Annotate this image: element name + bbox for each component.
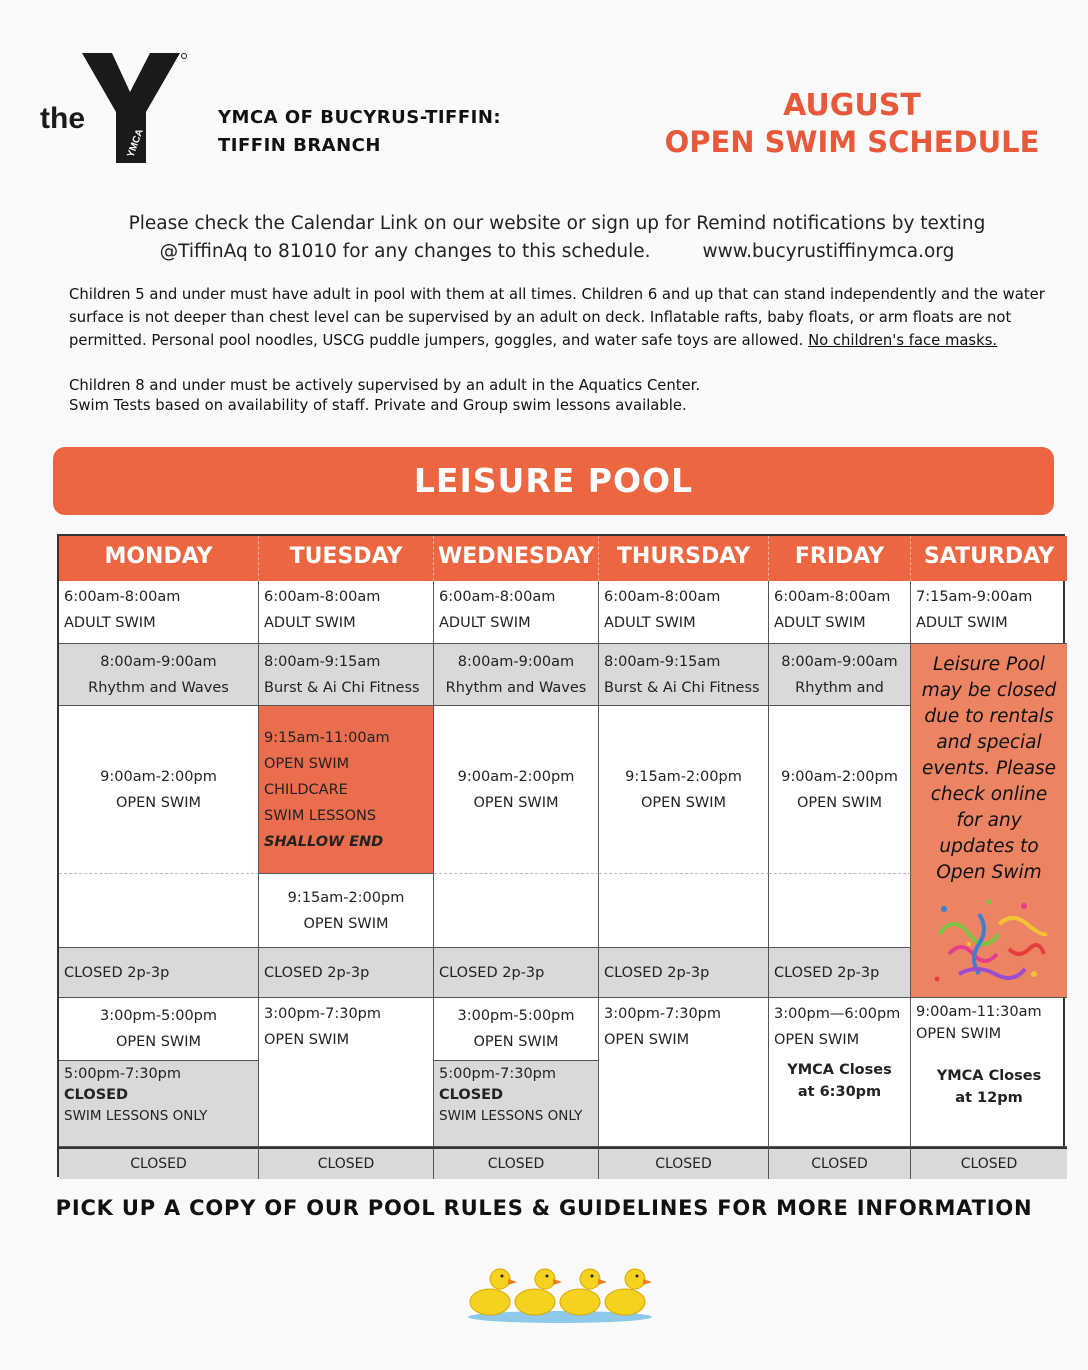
slot-afternoon-swim xyxy=(434,998,599,1061)
face-mask-rule: No children's face masks. xyxy=(808,332,998,349)
day-header-monday: MONDAY xyxy=(59,536,259,581)
slot-label: OPEN SWIM xyxy=(264,755,350,772)
slot-closed: CLOSED xyxy=(439,1087,504,1103)
day-header-thursday: THURSDAY xyxy=(599,536,769,581)
slot-closed-evening: CLOSED xyxy=(599,1147,769,1179)
leisure-pool-banner: LEISURE POOL xyxy=(53,447,1054,515)
slot-time: 5:00pm-7:30pm xyxy=(439,1066,557,1082)
supervision-line: Children 8 and under must be actively supervised by an adult in the Aquatics Center. xyxy=(69,377,701,394)
slot-closed-midday: CLOSED 2p-3p xyxy=(599,948,769,998)
slot-label: Rhythm and Waves xyxy=(445,679,587,696)
schedule-heading xyxy=(660,88,1044,160)
slot-time: 8:00am-9:00am xyxy=(457,653,575,670)
slot-label: OPEN SWIM xyxy=(640,794,727,811)
slot-saturday-swim xyxy=(911,998,1067,1147)
slot-time: 9:15am-11:00am xyxy=(264,729,390,746)
slot-label: OPEN SWIM xyxy=(796,794,883,811)
slot-adult-swim xyxy=(434,581,599,644)
day-header-saturday: SATURDAY xyxy=(911,536,1067,581)
slot-label: ADULT SWIM xyxy=(64,615,156,631)
slot-time: 8:00am-9:15am xyxy=(264,653,381,670)
notice-line-2: @TiffinAq to 81010 for any changes to this schedule. xyxy=(159,241,651,262)
day-header-tuesday: TUESDAY xyxy=(259,536,434,581)
slot-adult-swim xyxy=(259,581,434,644)
slot-label: Burst & Ai Chi Fitness xyxy=(264,679,420,696)
slot-time: 9:15am-2:00pm xyxy=(625,768,742,785)
swim-test-line: Swim Tests based on availability of staff. Private and Group swim lessons available. xyxy=(69,397,687,414)
slot-time: 8:00am-9:15am xyxy=(604,653,721,670)
logo-ymca-text: YMCA xyxy=(125,127,146,160)
slot-time: 8:00am-9:00am xyxy=(781,653,898,670)
slot-closed-evening: CLOSED xyxy=(769,1147,911,1179)
slot-label: SWIM LESSONS xyxy=(264,807,377,824)
slot-time: 5:00pm-7:30pm xyxy=(64,1066,182,1082)
slot-lessons-only xyxy=(434,1061,599,1147)
slot-time: 7:15am-9:00am xyxy=(916,589,1033,605)
slot-fitness xyxy=(434,644,599,706)
slot-open-swim xyxy=(769,706,911,874)
slot-closed-evening: CLOSED xyxy=(434,1147,599,1179)
closing-notice: YMCA Closes xyxy=(787,1062,892,1078)
slot-closed-midday: CLOSED 2p-3p xyxy=(769,948,911,998)
slot-time: 9:00am-2:00pm xyxy=(100,768,217,785)
slot-label: OPEN SWIM xyxy=(916,1026,1002,1042)
slot-fitness xyxy=(599,644,769,706)
slot-empty xyxy=(59,874,259,948)
slot-time: 6:00am-8:00am xyxy=(604,589,721,605)
confetti-icon xyxy=(929,894,1049,994)
slot-time: 8:00am-9:00am xyxy=(100,653,217,670)
slot-empty xyxy=(599,874,769,948)
rules-paragraph: Children 5 and under must have adult in pool with them at all times. Children 6 and up that can stand independently and the water surface is not deeper than chest level can be supervised by an adult on deck. Inflatable rafts, baby floats, or arm floats are not permitted. Personal pool noodles, USCG puddle jumpers, goggles, and water safe toys are allowed. xyxy=(69,286,1045,349)
slot-label: SWIM LESSONS ONLY xyxy=(64,1108,208,1124)
slot-label: OPEN SWIM xyxy=(303,915,389,932)
slot-time: 6:00am-8:00am xyxy=(774,589,891,605)
footer-note: PICK UP A COPY OF OUR POOL RULES & GUIDELINES FOR MORE INFORMATION xyxy=(55,1196,1033,1220)
slot-time: 6:00am-8:00am xyxy=(64,589,181,605)
slot-label: Rhythm and xyxy=(795,679,884,696)
notice xyxy=(60,210,1054,266)
schedule-title: OPEN SWIM SCHEDULE xyxy=(664,125,1040,159)
slot-label: Burst & Ai Chi Fitness xyxy=(604,679,760,696)
slot-empty xyxy=(769,874,911,948)
slot-closed-midday: CLOSED 2p-3p xyxy=(59,948,259,998)
slot-label: OPEN SWIM xyxy=(473,794,559,811)
slot-closed-evening: CLOSED xyxy=(259,1147,434,1179)
slot-closed: CLOSED xyxy=(64,1087,129,1103)
ymca-logo xyxy=(40,50,200,170)
slot-fitness xyxy=(259,644,434,706)
org-line-2: TIFFIN BRANCH xyxy=(218,135,381,156)
slot-label: OPEN SWIM xyxy=(473,1034,559,1050)
month-title: AUGUST xyxy=(783,88,921,123)
slot-label: CHILDCARE xyxy=(264,781,348,798)
slot-label: OPEN SWIM xyxy=(115,794,202,811)
slot-time: 3:00pm—6:00pm xyxy=(774,1006,901,1022)
slot-open-swim xyxy=(434,706,599,874)
slot-label: Rhythm and Waves xyxy=(88,679,229,696)
slot-label: SWIM LESSONS ONLY xyxy=(439,1108,583,1124)
pool-rules xyxy=(69,283,1074,352)
day-header-friday: FRIDAY xyxy=(769,536,911,581)
slot-open-swim xyxy=(59,706,259,874)
schedule-grid xyxy=(57,534,1065,1177)
slot-fitness xyxy=(59,644,259,706)
slot-label: ADULT SWIM xyxy=(604,615,696,631)
slot-time: 3:00pm-7:30pm xyxy=(604,1006,722,1022)
slot-time: 3:00pm-5:00pm xyxy=(99,1008,217,1024)
slot-time: 9:00am-2:00pm xyxy=(457,768,575,785)
slot-label: SHALLOW END xyxy=(264,833,384,850)
slot-label: ADULT SWIM xyxy=(774,615,866,631)
saturday-closure-note xyxy=(911,644,1067,998)
slot-lessons-only xyxy=(59,1061,259,1147)
slot-label: OPEN SWIM xyxy=(264,1032,350,1048)
slot-label: ADULT SWIM xyxy=(439,615,531,631)
saturday-note-text: Leisure Pool may be closed due to rentals and special events. Please check online for any updates to Open Swim xyxy=(921,654,1057,883)
slot-adult-swim xyxy=(599,581,769,644)
slot-afternoon-swim xyxy=(59,998,259,1061)
slot-afternoon-swim xyxy=(599,998,769,1147)
slot-time: 9:00am-2:00pm xyxy=(781,768,898,785)
closing-notice: YMCA Closes xyxy=(936,1068,1042,1084)
slot-fitness xyxy=(769,644,911,706)
slot-closed-midday: CLOSED 2p-3p xyxy=(434,948,599,998)
slot-adult-swim xyxy=(769,581,911,644)
day-header-wednesday: WEDNESDAY xyxy=(434,536,599,581)
logo-the-text: the xyxy=(40,102,85,135)
slot-label: ADULT SWIM xyxy=(264,615,356,631)
slot-label: OPEN SWIM xyxy=(774,1032,860,1048)
slot-empty xyxy=(434,874,599,948)
slot-time: 9:15am-2:00pm xyxy=(287,889,405,906)
website-link[interactable]: www.bucyrustiffinymca.org xyxy=(702,241,955,262)
closing-time: at 12pm xyxy=(955,1090,1023,1106)
slot-afternoon-swim xyxy=(259,998,434,1147)
slot-closed-evening: CLOSED xyxy=(911,1147,1067,1179)
closing-time: at 6:30pm xyxy=(797,1084,882,1100)
slot-time: 3:00pm-7:30pm xyxy=(264,1006,382,1022)
org-name xyxy=(218,104,501,160)
org-line-1: YMCA OF BUCYRUS-TIFFIN: xyxy=(218,107,502,128)
slot-label: ADULT SWIM xyxy=(916,615,1008,631)
slot-label: OPEN SWIM xyxy=(115,1034,202,1050)
slot-afternoon-swim xyxy=(769,998,911,1147)
supervision-rules xyxy=(69,376,1069,416)
slot-time: 6:00am-8:00am xyxy=(264,589,381,605)
slot-label: OPEN SWIM xyxy=(604,1032,690,1048)
slot-time: 9:00am-11:30am xyxy=(916,1004,1042,1020)
slot-time: 3:00pm-5:00pm xyxy=(457,1008,575,1024)
slot-swim-lessons xyxy=(259,706,434,874)
rubber-ducks-icon xyxy=(465,1255,655,1325)
slot-time: 6:00am-8:00am xyxy=(439,589,556,605)
slot-closed-midday: CLOSED 2p-3p xyxy=(259,948,434,998)
slot-adult-swim xyxy=(911,581,1067,644)
slot-adult-swim xyxy=(59,581,259,644)
slot-closed-evening: CLOSED xyxy=(59,1147,259,1179)
notice-line-1: Please check the Calendar Link on our website or sign up for Remind notifications by texting xyxy=(128,213,986,234)
slot-open-swim xyxy=(259,874,434,948)
slot-open-swim xyxy=(599,706,769,874)
